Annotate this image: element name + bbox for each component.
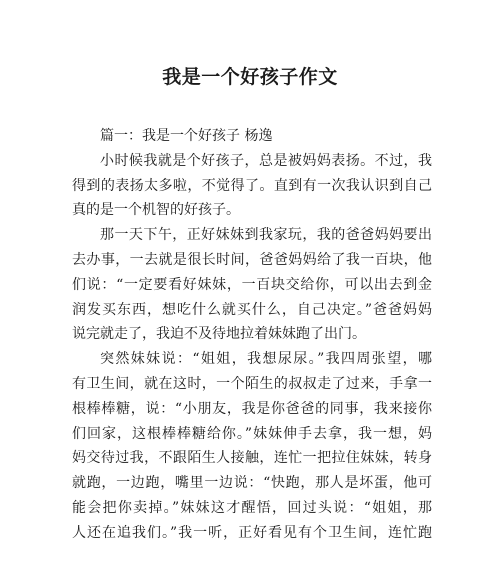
- text-line: 那一天下午，正好妹妹到我家玩，我的爸爸妈妈要出: [100, 227, 432, 244]
- text-line: 们说：“一定要看好妹妹，一百块交给你，可以出去到金: [72, 276, 432, 293]
- text-line: 真的是一个机智的好孩子。: [72, 202, 240, 219]
- text-line: 突然妹妹说：“姐姐，我想尿尿。”我四周张望，哪: [100, 351, 432, 368]
- text-line: 有卫生间，就在这时，一个陌生的叔叔走了过来，手拿一: [72, 375, 432, 392]
- text-line: 润发买东西，想吃什么就买什么，自己决定。”爸爸妈妈: [72, 301, 432, 318]
- text-line: 去办事，一去就是很长时间，爸爸妈妈给了我一百块，他: [72, 251, 432, 268]
- text-line: 说完就走了，我迫不及待地拉着妹妹跑了出门。: [72, 326, 366, 343]
- text-line: 得到的表扬太多啦，不觉得了。直到有一次我认识到自己: [72, 177, 432, 194]
- document-title: 我是一个好孩子作文: [162, 66, 338, 88]
- text-line: 就跑，一边跑，嘴里一边说：“快跑，那人是坏蛋，他可: [72, 475, 432, 492]
- text-line: 们回家，这根棒棒糖给你。”妹妹伸手去拿，我一想，妈: [72, 425, 432, 442]
- document-body: [72, 124, 432, 546]
- text-line: 小时候我就是个好孩子，总是被妈妈表扬。不过，我: [100, 152, 432, 169]
- text-line: 妈交待过我，不跟陌生人接触，连忙一把拉住妹妹，转身: [72, 450, 432, 467]
- text-line: 人还在追我们。”我一听，正好看见有个卫生间，连忙跑: [72, 524, 432, 541]
- section-heading: 篇一：我是一个好孩子 杨逸: [100, 128, 273, 144]
- text-line: 根棒棒糖，说：“小朋友，我是你爸爸的同事，我来接你: [72, 400, 432, 417]
- text-line: 能会把你卖掉。”妹妹这才醒悟，回过头说：“姐姐，那: [72, 499, 432, 516]
